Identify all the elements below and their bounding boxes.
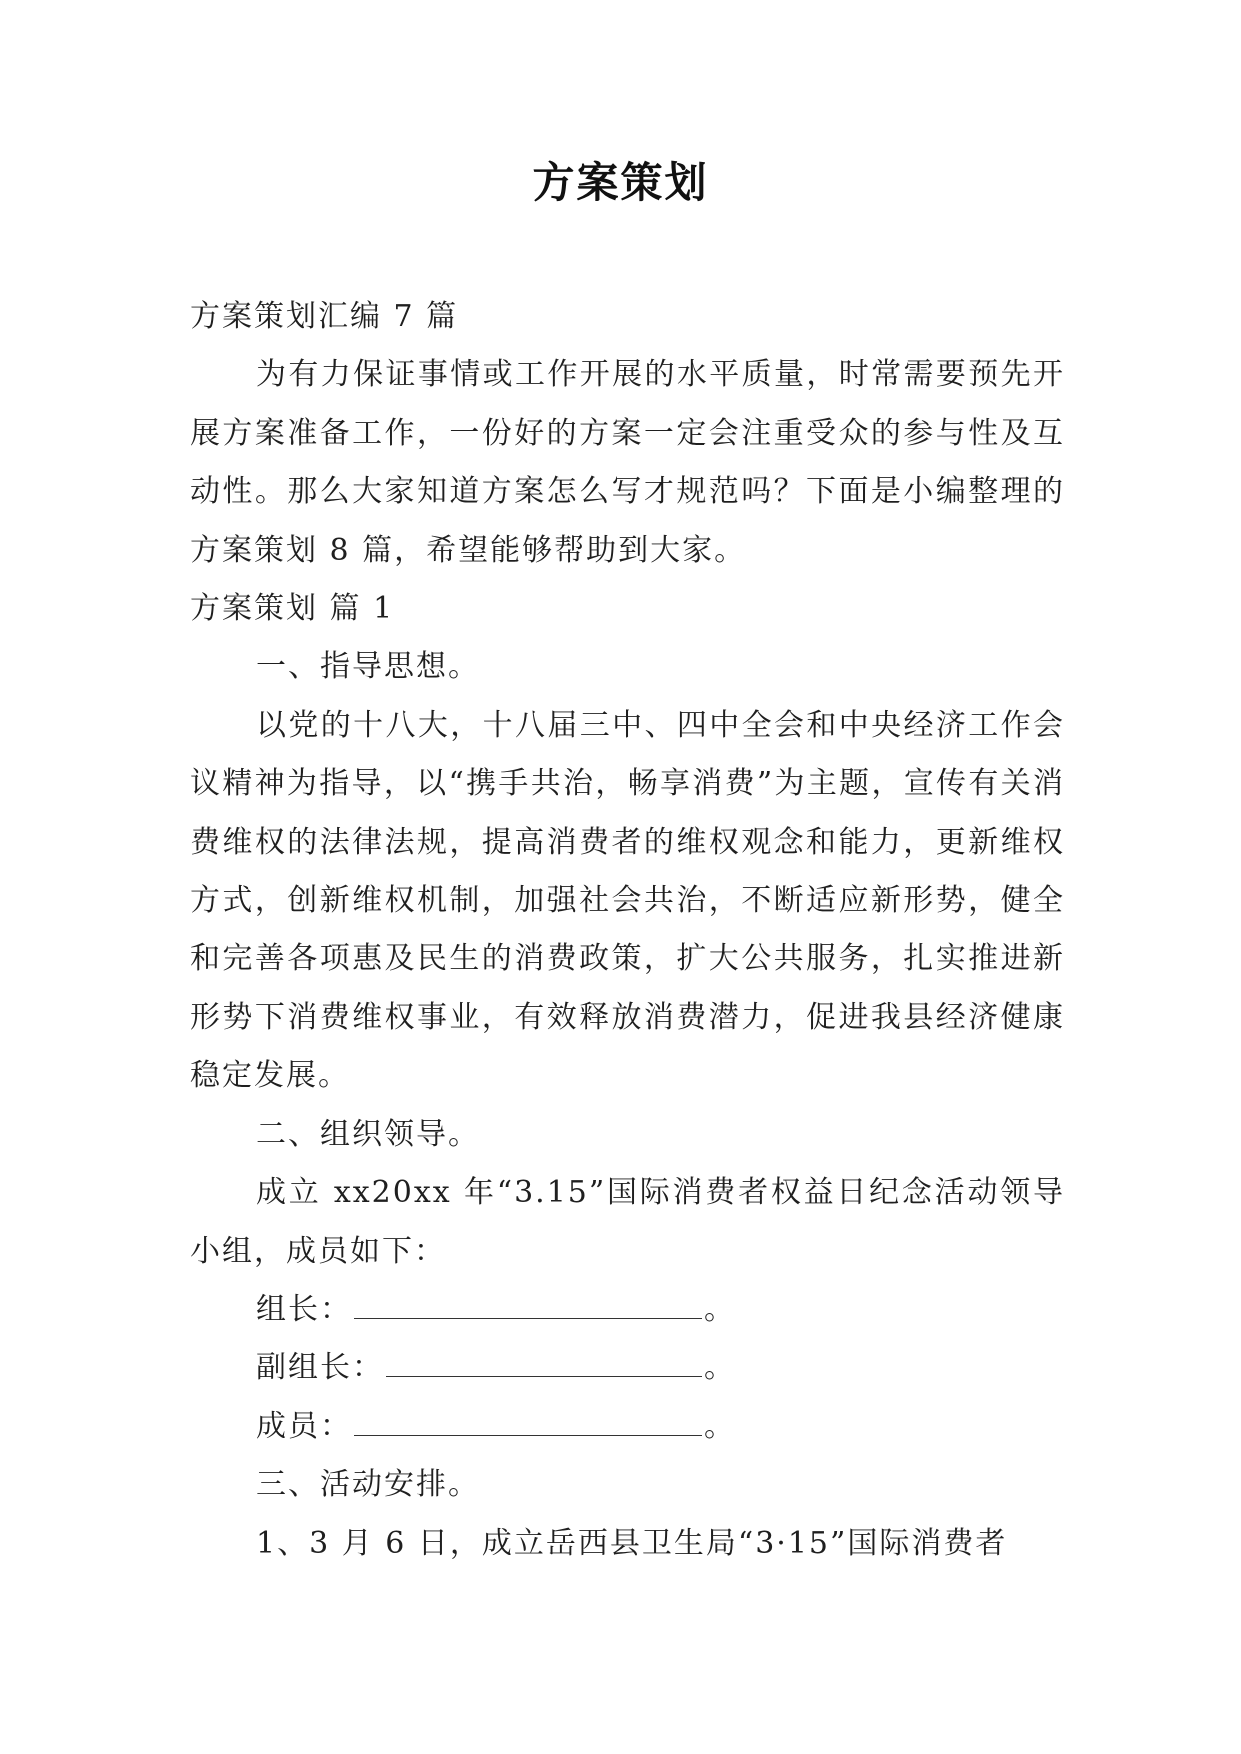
section-heading-guiding-ideology: 一、指导思想。 [256, 649, 480, 685]
role-end-punctuation: 。 [704, 1408, 736, 1444]
document-body [190, 288, 1065, 1573]
role-label: 组长： [256, 1291, 352, 1327]
role-row-members [190, 1398, 1065, 1456]
fill-in-blank-line [354, 1288, 702, 1319]
article-heading: 方案策划 篇 1 [190, 591, 395, 627]
document-subtitle: 方案策划汇编 7 篇 [190, 299, 459, 334]
role-row-deputy-leader [190, 1339, 1065, 1397]
role-end-punctuation: 。 [704, 1291, 736, 1327]
section-heading-activity-arrangement: 三、活动安排。 [256, 1467, 480, 1503]
intro-paragraph: 为有力保证事情或工作开展的水平质量，时常需要预先开展方案准备工作，一份好的方案一定会注重受众的参与性及互动性。那么大家知道方案怎么写才规范吗？下面是小编整理的方案策划 8 篇，希望能够帮助到大家。 [190, 357, 1065, 568]
document-title: 方案策划 [532, 158, 709, 207]
role-row-leader [190, 1281, 1065, 1339]
section-paragraph-organization: 成立 xx20xx 年“3.15”国际消费者权益日纪念活动领导小组，成员如下： [190, 1175, 1065, 1269]
fill-in-blank-line [386, 1346, 702, 1377]
role-end-punctuation: 。 [704, 1350, 736, 1386]
role-label: 成员： [256, 1408, 352, 1444]
role-label: 副组长： [256, 1350, 384, 1386]
section-item-1: 1、3 月 6 日，成立岳西县卫生局“3·15”国际消费者 [256, 1525, 1008, 1561]
section-paragraph-guiding-ideology: 以党的十八大，十八届三中、四中全会和中央经济工作会议精神为指导，以“携手共治，畅享消费”为主题，宣传有关消费维权的法律法规，提高消费者的维权观念和能力，更新维权方式，创新维权机制，加强社会共治，不断适应新形势，健全和完善各项惠及民生的消费政策，扩大公共服务，扎实推进新形势下消费维权事业，有效释放消费潜力，促进我县经济健康稳定发展。 [190, 707, 1065, 1094]
section-heading-organization: 二、组织领导。 [256, 1116, 480, 1152]
fill-in-blank-line [354, 1405, 702, 1436]
